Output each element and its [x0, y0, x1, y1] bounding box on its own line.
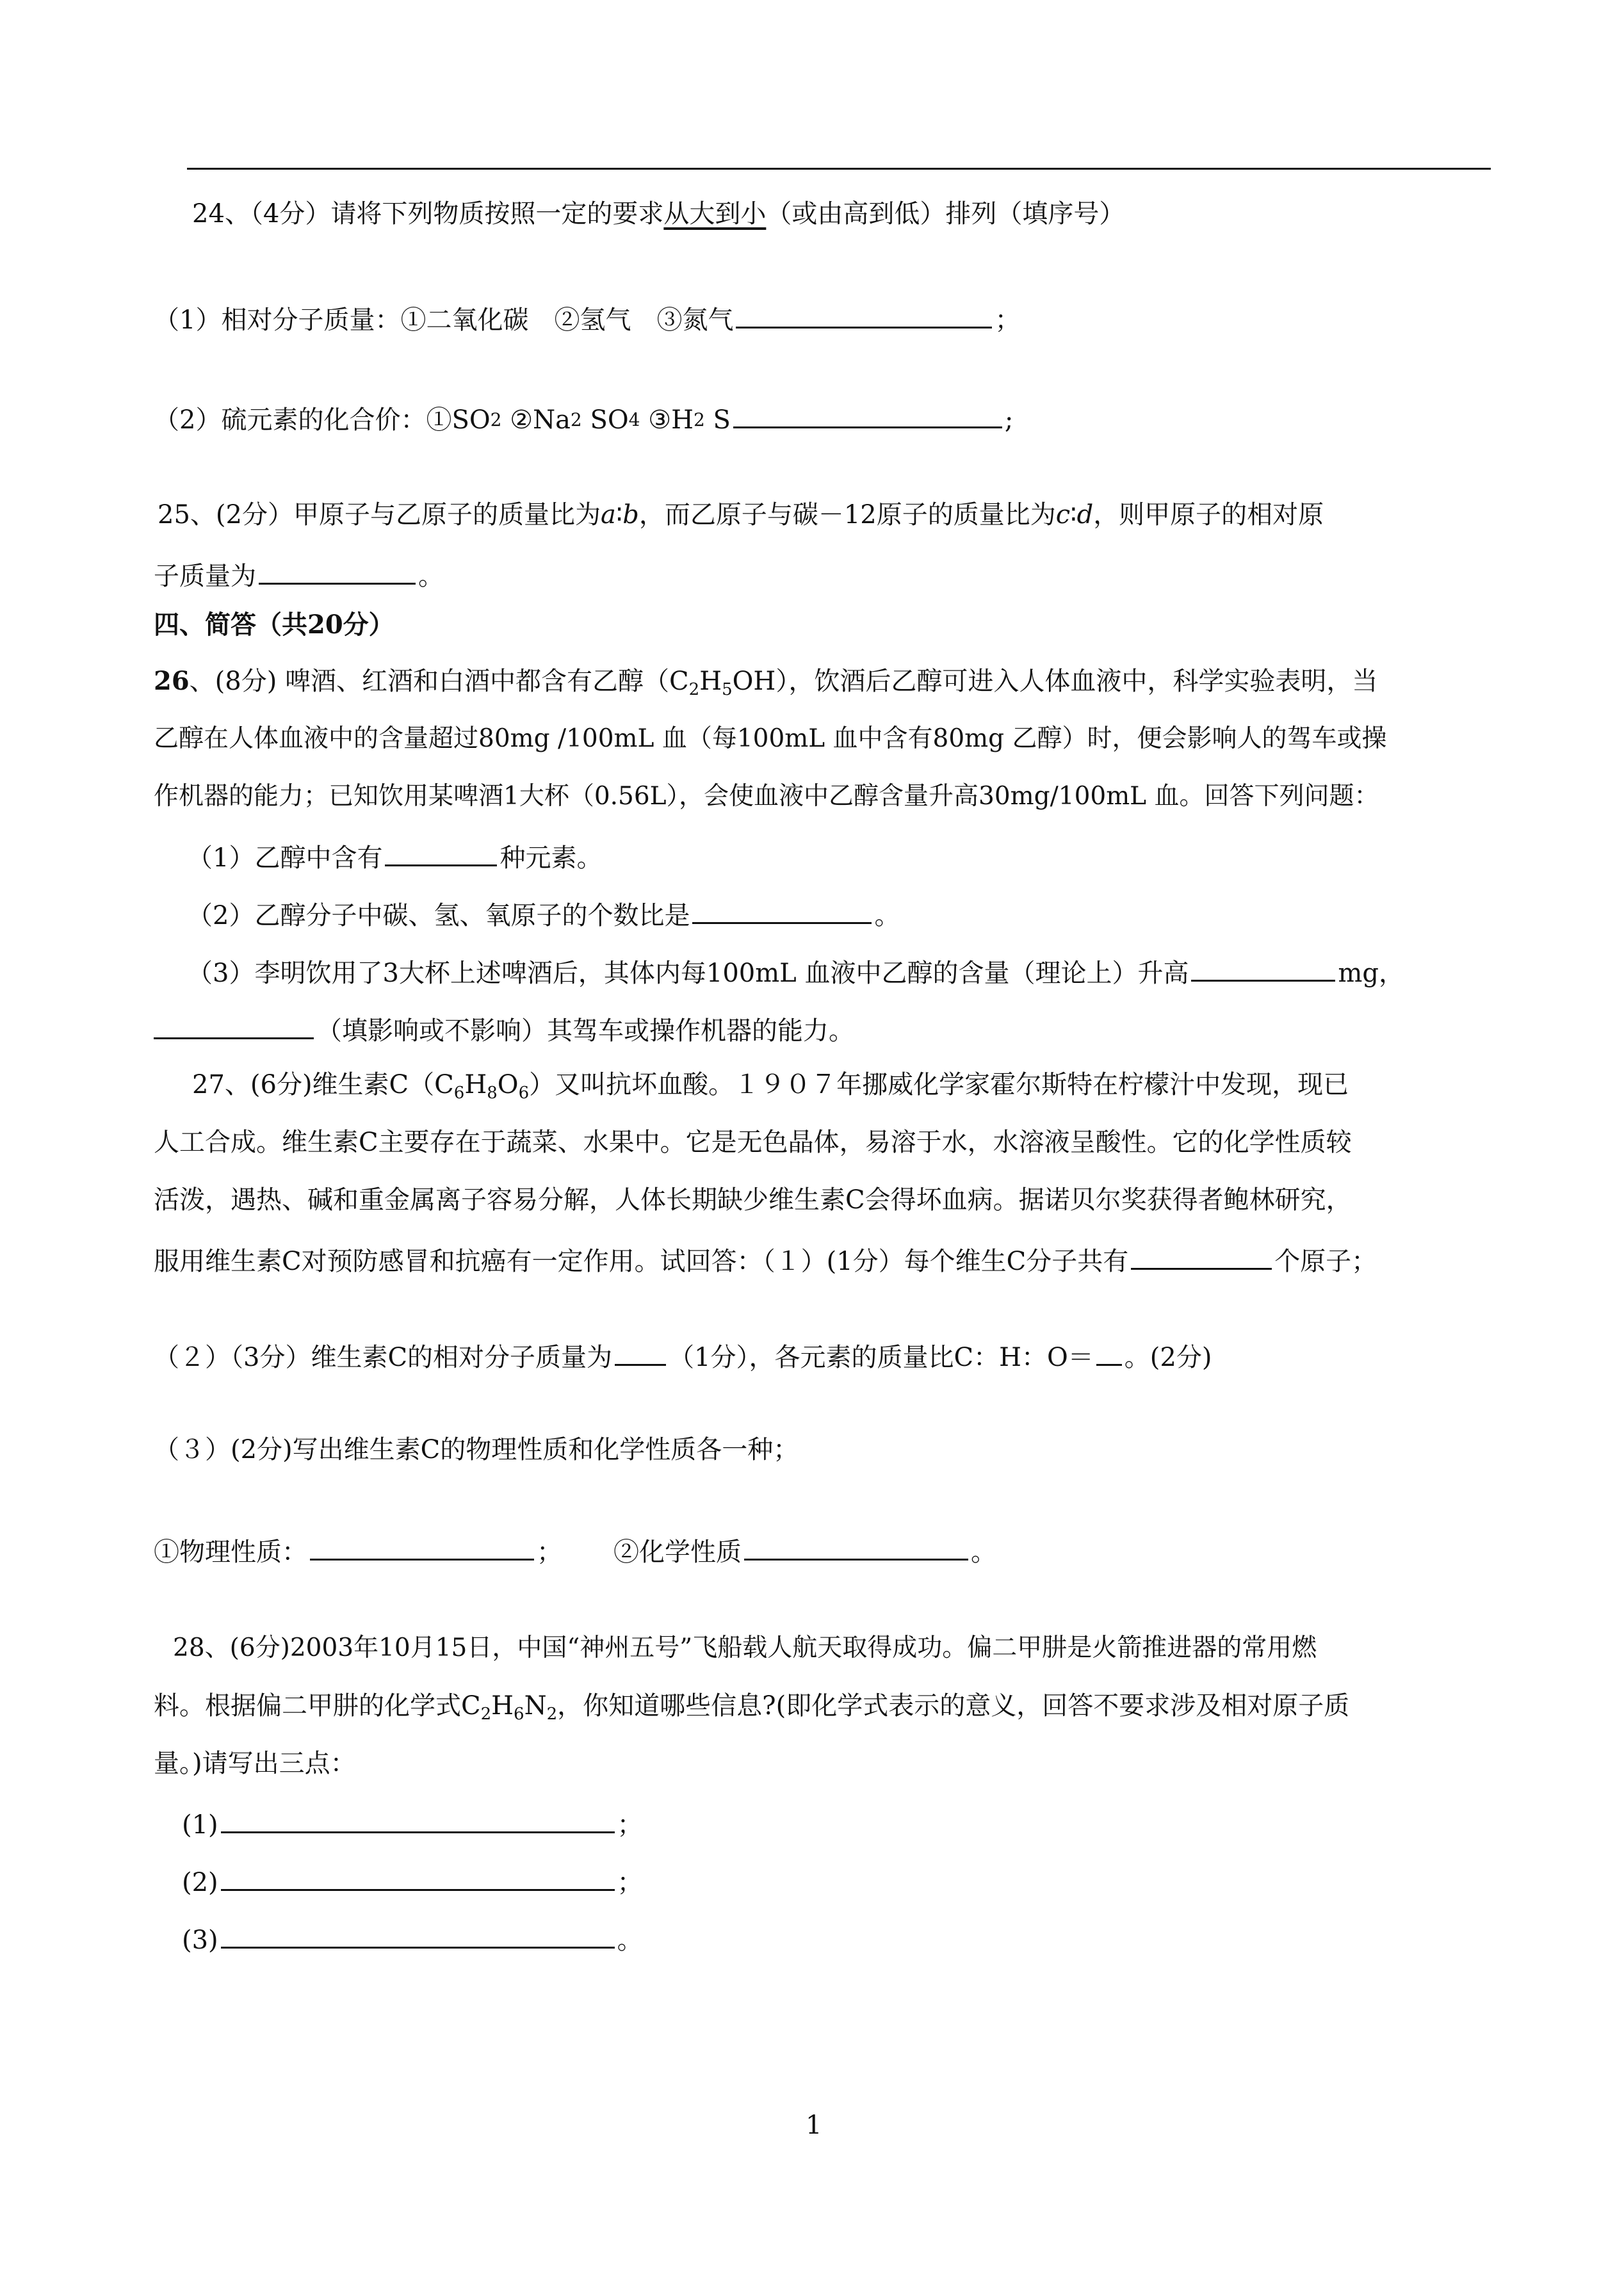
q26-sub3-cont: （填影响或不影响）其驾车或操作机器的能力。 [154, 1009, 854, 1049]
section-heading: 四、简答（共20分） [154, 610, 394, 640]
q27-line3: 活泼，遇热、碱和重金属离子容易分解，人体长期缺少维生素C会得坏血病。据诺贝尔奖获得者鲍林研究， [154, 1185, 1352, 1215]
answer-blank [1096, 1336, 1122, 1366]
answer-blank [733, 398, 1002, 428]
answer-blank [1131, 1240, 1272, 1270]
q28-item1: (1) ； [182, 1803, 643, 1843]
answer-blank [736, 298, 992, 328]
answer-blank [692, 894, 872, 924]
q27-sub3: （３）(2分)写出维生素C的物理性质和化学性质各一种； [154, 1435, 799, 1464]
answer-blank [615, 1336, 666, 1366]
q28-line2: 料。根据偏二甲肼的化学式$C_2H_6N_2$，你知道哪些信息?(即化学式表示的意义，回答不要求涉及相对原子质 [154, 1691, 1350, 1724]
q25-line1: 25、(2分）甲原子与乙原子的质量比为a∶b，而乙原子与碳－12原子的质量比为c∶d，则甲原子的相对原 [158, 500, 1324, 530]
q27-line4: 服用维生素C对预防感冒和抗癌有一定作用。试回答：（１）(1分）每个维生C分子共有 个原子； [154, 1240, 1377, 1279]
q27-properties: ①物理性质： ； ②化学性质 。 [154, 1530, 996, 1570]
q27-line1: 27、(6分)维生素$C(C_6H_8O_6)$又叫抗坏血酸。１９０７年挪威化学家霍尔斯特在柠檬汁中发现，现已 [192, 1070, 1349, 1103]
q26-line3: 作机器的能力；已知饮用某啤酒1大杯（0.56L），会使血液中乙醇含量升高30mg/100mL 血。回答下列问题： [154, 782, 1379, 811]
q24-title: 24、（4分）请将下列物质按照一定的要求从大到小（或由高到低）排列（填序号） [192, 199, 1125, 229]
header-rule [187, 168, 1491, 170]
page-number: 1 [806, 2111, 822, 2140]
q28-line1: 28、(6分)2003年10月15日，中国“神州五号”飞船载人航天取得成功。偏二甲肼是火箭推进器的常用燃 [173, 1634, 1317, 1662]
answer-blank [221, 1918, 615, 1949]
answer-blank [385, 836, 497, 866]
answer-blank [221, 1861, 615, 1891]
q24-part1: （1）相对分子质量：①二氧化碳 ②氢气 ③氮气 ； [154, 298, 1020, 338]
q26-sub3: （3）李明饮用了3大杯上述啤酒后，其体内每100mL 血液中乙醇的含量（理论上）升高 mg， [187, 952, 1404, 991]
q28-item2: (2) ； [182, 1861, 643, 1901]
answer-blank [154, 1009, 314, 1039]
answer-blank [744, 1530, 968, 1561]
q27-sub2: （２）（3分）维生素C的相对分子质量为 （1分），各元素的质量比C：H：O＝ 。(2分) [154, 1336, 1212, 1375]
answer-blank [221, 1803, 615, 1833]
underlined-phrase: 从大到小 [663, 199, 767, 229]
q26-sub2: （2）乙醇分子中碳、氢、氧原子的个数比是 。 [187, 894, 900, 934]
q28-line3: 量。)请写出三点： [154, 1749, 356, 1778]
answer-blank [310, 1530, 534, 1561]
q26-sub1: （1）乙醇中含有 种元素。 [187, 836, 602, 876]
q26-line2: 乙醇在人体血液中的含量超过80mg /100mL 血（每100mL 血中含有80mg 乙醇）时，便会影响人的驾车或操 [154, 724, 1387, 753]
answer-blank [1191, 952, 1335, 982]
q28-item3: (3) 。 [182, 1918, 643, 1958]
q25-line2: 子质量为 。 [154, 555, 444, 594]
q24-part2: （2）硫元素的化合价：①SO2 ②Na2 SO4 ③H2 S ; [154, 398, 1013, 438]
answer-blank [259, 555, 416, 585]
q26-line1: 26、(8分) 啤酒、红酒和白酒中都含有乙醇$(C_2H_5OH)$，饮酒后乙醇可进入人体血液中，科学实验表明，当 [154, 666, 1378, 699]
q27-line2: 人工合成。维生素C主要存在于蔬菜、水果中。它是无色晶体，易溶于水，水溶液呈酸性。它的化学性质较 [154, 1128, 1352, 1157]
